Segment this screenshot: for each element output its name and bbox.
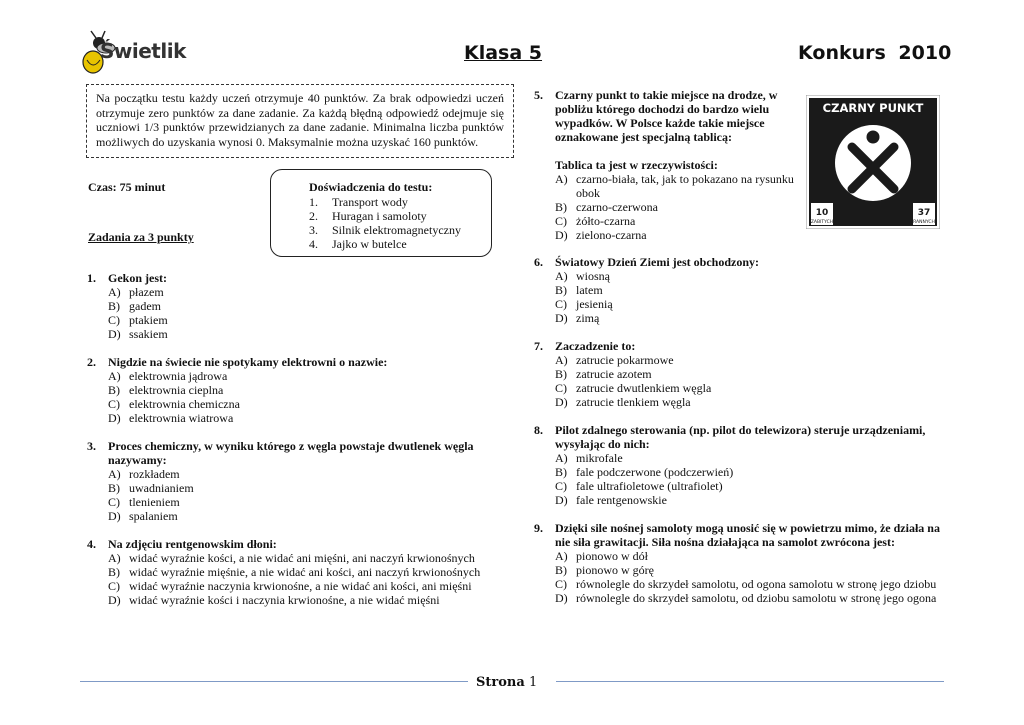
experiment-text: Huragan i samoloty bbox=[332, 209, 427, 223]
answer-option bbox=[534, 228, 794, 242]
answer-option bbox=[87, 509, 507, 523]
answer-text: równolegle do skrzydeł samolotu, od dziobu samolotu w stronę jego ogona bbox=[576, 591, 937, 605]
answer-text: ssakiem bbox=[129, 327, 168, 341]
experiments-title: Doświadczenia do testu: bbox=[309, 180, 433, 194]
answer-option bbox=[534, 549, 944, 563]
answer-option bbox=[87, 467, 507, 481]
answer-option bbox=[87, 327, 507, 341]
answer-letter: D) bbox=[108, 327, 121, 341]
answer-option bbox=[87, 551, 507, 565]
answer-option bbox=[87, 369, 507, 383]
experiment-text: Jajko w butelce bbox=[332, 237, 407, 251]
answer-letter: B) bbox=[108, 481, 120, 495]
question-9 bbox=[534, 521, 944, 605]
answer-option bbox=[87, 285, 507, 299]
answer-option bbox=[534, 563, 944, 577]
question-text: Nigdzie na świecie nie spotykamy elektrowni o nazwie: bbox=[108, 355, 388, 369]
question-4 bbox=[87, 537, 507, 607]
answer-text: czarno-biała, tak, jak to pokazano na rysunku obok bbox=[576, 172, 794, 200]
question-head bbox=[534, 423, 944, 451]
answer-text: zatrucie tlenkiem węgla bbox=[576, 395, 691, 409]
question-number: 3. bbox=[87, 439, 96, 453]
answer-option bbox=[534, 214, 794, 228]
answer-letter: C) bbox=[555, 577, 567, 591]
answer-letter: D) bbox=[555, 591, 568, 605]
rules-box: Na początku testu każdy uczeń otrzymuje 40 punktów. Za brak odpowiedzi uczeń otrzymuje zero punktów za dane zadanie. Za każdą błędną odpowiedź odejmuje się uczniowi 1/3 punktów przewidzianych za dane zadanie. Minimalna liczba punktów możliwych do uzyskania wynosi 0. Maksymalnie można uzyskać 160 punktów. bbox=[86, 84, 514, 158]
black-spot-sign bbox=[806, 95, 940, 229]
answer-option bbox=[534, 381, 944, 395]
question-head bbox=[534, 339, 944, 353]
question-text: Pilot zdalnego sterowania (np. pilot do telewizora) steruje urządzeniami, wysyłając do nich: bbox=[555, 423, 926, 451]
answer-letter: A) bbox=[108, 369, 121, 383]
questions-left bbox=[87, 271, 507, 621]
question-number: 1. bbox=[87, 271, 96, 285]
answer-text: widać wyraźnie kości, a nie widać ani mięśni, ani naczyń krwionośnych bbox=[129, 551, 475, 565]
answer-option bbox=[534, 591, 944, 605]
experiment-item bbox=[309, 209, 477, 223]
answer-letter: A) bbox=[555, 451, 568, 465]
answer-text: zatrucie pokarmowe bbox=[576, 353, 674, 367]
question-text: Dzięki sile nośnej samoloty mogą unosić się w powietrzu mimo, że działa na nie siła grawitacji. Siła nośna działająca na samolot zwrócona jest: bbox=[555, 521, 940, 549]
answer-text: płazem bbox=[129, 285, 164, 299]
question-text: Na zdjęciu rentgenowskim dłoni: bbox=[108, 537, 277, 551]
answer-text: rozkładem bbox=[129, 467, 180, 481]
answer-text: żółto-czarna bbox=[576, 214, 636, 228]
question-6 bbox=[534, 255, 944, 325]
answer-letter: A) bbox=[108, 467, 121, 481]
question-1 bbox=[87, 271, 507, 341]
answer-option bbox=[534, 395, 944, 409]
answer-letter: C) bbox=[555, 214, 567, 228]
footer-divider-right bbox=[556, 681, 944, 682]
answer-option bbox=[87, 565, 507, 579]
answer-text: widać wyraźnie naczynia krwionośne, a nie widać ani kości, ani mięśni bbox=[129, 579, 472, 593]
answer-text: fale rentgenowskie bbox=[576, 493, 667, 507]
answer-text: elektrownia wiatrowa bbox=[129, 411, 234, 425]
sign-left-num: 10 bbox=[815, 208, 829, 218]
question-text: Gekon jest: bbox=[108, 271, 167, 285]
question-number: 8. bbox=[534, 423, 543, 437]
sign-right-num: 37 bbox=[917, 208, 931, 218]
answer-letter: B) bbox=[555, 200, 567, 214]
answer-text: uwadnianiem bbox=[129, 481, 194, 495]
answer-option bbox=[534, 172, 794, 200]
answer-letter: B) bbox=[108, 383, 120, 397]
contest-title: Konkurs 2010 bbox=[798, 42, 952, 64]
section-label: Zadania za 3 punkty bbox=[88, 230, 194, 244]
question-number: 4. bbox=[87, 537, 96, 551]
answer-text: fale podczerwone (podczerwień) bbox=[576, 465, 734, 479]
experiment-text: Silnik elektromagnetyczny bbox=[332, 223, 461, 237]
answer-text: zielono-czarna bbox=[576, 228, 647, 242]
question-text: Światowy Dzień Ziemi jest obchodzony: bbox=[555, 255, 759, 269]
sign-right-label: RANNYCH bbox=[913, 220, 935, 225]
answer-letter: A) bbox=[555, 549, 568, 563]
answer-option bbox=[534, 353, 944, 367]
answer-letter: C) bbox=[108, 397, 120, 411]
question-head: 5. Czarny punkt to takie miejsce na drodze, w pobliżu którego dochodzi do bardzo wielu wypadków. W Polsce każde takie miejsce oznakowane jest specjalną tablicą: bbox=[534, 88, 794, 144]
answer-text: elektrownia jądrowa bbox=[129, 369, 228, 383]
question-3 bbox=[87, 439, 507, 523]
answer-letter: C) bbox=[108, 579, 120, 593]
answer-letter: B) bbox=[555, 283, 567, 297]
question-7 bbox=[534, 339, 944, 409]
answer-text: pionowo w dół bbox=[576, 549, 648, 563]
question-number: 2. bbox=[87, 355, 96, 369]
answer-letter: C) bbox=[108, 495, 120, 509]
answer-option bbox=[534, 297, 944, 311]
question-2 bbox=[87, 355, 507, 425]
answer-option bbox=[534, 479, 944, 493]
sign-left-label: ZABITYCH bbox=[810, 220, 834, 225]
answer-option bbox=[534, 465, 944, 479]
answer-letter: D) bbox=[555, 228, 568, 242]
question-head bbox=[87, 537, 507, 551]
answer-text: ptakiem bbox=[129, 313, 168, 327]
answer-text: widać wyraźnie mięśnie, a nie widać ani kości, ani naczyń krwionośnych bbox=[129, 565, 481, 579]
answer-letter: D) bbox=[108, 509, 121, 523]
answer-letter: B) bbox=[555, 563, 567, 577]
answer-letter: A) bbox=[555, 172, 568, 186]
answer-option bbox=[534, 269, 944, 283]
question-head bbox=[534, 255, 944, 269]
answer-option bbox=[534, 311, 944, 325]
answer-text: elektrownia chemiczna bbox=[129, 397, 240, 411]
answer-letter: C) bbox=[555, 479, 567, 493]
question-number: 9. bbox=[534, 521, 543, 535]
experiment-item bbox=[309, 237, 477, 251]
answer-option bbox=[87, 383, 507, 397]
question-text: Proces chemiczny, w wyniku którego z węgla powstaje dwutlenek węgla nazywamy: bbox=[108, 439, 474, 467]
answer-letter: A) bbox=[108, 551, 121, 565]
experiment-number: 1. bbox=[309, 195, 318, 209]
question-subhead: Tablica ta jest w rzeczywistości: bbox=[555, 158, 718, 172]
footer-divider-left bbox=[80, 681, 468, 682]
answer-option bbox=[87, 481, 507, 495]
answer-letter: A) bbox=[555, 269, 568, 283]
experiment-item bbox=[309, 195, 477, 209]
answer-text: widać wyraźnie kości i naczynia krwionośne, a nie widać mięśni bbox=[129, 593, 440, 607]
answer-option bbox=[534, 493, 944, 507]
answer-option bbox=[87, 579, 507, 593]
answer-text: wiosną bbox=[576, 269, 610, 283]
answer-text: elektrownia cieplna bbox=[129, 383, 224, 397]
answer-letter: A) bbox=[108, 285, 121, 299]
question-5 bbox=[534, 88, 794, 242]
answer-letter: B) bbox=[555, 465, 567, 479]
experiment-item bbox=[309, 223, 477, 237]
question-text: Czarny punkt to takie miejsce na drodze, w pobliżu którego dochodzi do bardzo wielu wypadków. W Polsce każde takie miejsce oznakowane jest specjalną tablicą: bbox=[555, 88, 778, 144]
answer-option bbox=[87, 397, 507, 411]
answer-text: jesienią bbox=[576, 297, 613, 311]
answer-text: mikrofale bbox=[576, 451, 623, 465]
experiment-number: 4. bbox=[309, 237, 318, 251]
question-8 bbox=[534, 423, 944, 507]
answer-option bbox=[87, 593, 507, 607]
answer-text: tlenieniem bbox=[129, 495, 180, 509]
answer-text: fale ultrafioletowe (ultrafiolet) bbox=[576, 479, 723, 493]
question-head bbox=[87, 271, 507, 285]
experiment-number: 3. bbox=[309, 223, 318, 237]
answer-letter: D) bbox=[555, 395, 568, 409]
answer-option bbox=[87, 299, 507, 313]
answer-option bbox=[534, 283, 944, 297]
answer-option bbox=[534, 200, 794, 214]
answer-letter: D) bbox=[108, 411, 121, 425]
answer-letter: D) bbox=[555, 493, 568, 507]
answer-text: gadem bbox=[129, 299, 161, 313]
question-head bbox=[534, 521, 944, 549]
logo-text: Świetlik bbox=[100, 39, 186, 63]
answer-option bbox=[87, 495, 507, 509]
answer-text: pionowo w górę bbox=[576, 563, 654, 577]
answer-letter: C) bbox=[555, 381, 567, 395]
question-number: 7. bbox=[534, 339, 543, 353]
page-number: Strona 1 bbox=[476, 675, 538, 690]
answer-option bbox=[534, 367, 944, 381]
question-head bbox=[87, 355, 507, 369]
answer-option bbox=[534, 451, 944, 465]
answer-text: spalaniem bbox=[129, 509, 178, 523]
answer-letter: D) bbox=[555, 311, 568, 325]
answer-text: czarno-czerwona bbox=[576, 200, 658, 214]
sign-title: CZARNY PUNKT bbox=[822, 101, 924, 115]
answer-option bbox=[87, 313, 507, 327]
answer-letter: D) bbox=[108, 593, 121, 607]
answer-letter: B) bbox=[108, 299, 120, 313]
answer-text: zatrucie azotem bbox=[576, 367, 652, 381]
class-title: Klasa 5 bbox=[464, 42, 543, 64]
question-text: Zaczadzenie to: bbox=[555, 339, 636, 353]
answer-letter: A) bbox=[555, 353, 568, 367]
experiment-number: 2. bbox=[309, 209, 318, 223]
answer-option bbox=[87, 411, 507, 425]
answer-letter: B) bbox=[108, 565, 120, 579]
experiment-text: Transport wody bbox=[332, 195, 408, 209]
answer-text: zatrucie dwutlenkiem węgla bbox=[576, 381, 712, 395]
answer-text: równolegle do skrzydeł samolotu, od ogona samolotu w stronę jego dziobu bbox=[576, 577, 937, 591]
answer-text: latem bbox=[576, 283, 603, 297]
time-label: Czas: 75 minut bbox=[88, 180, 166, 194]
answer-letter: B) bbox=[555, 367, 567, 381]
answer-letter: C) bbox=[108, 313, 120, 327]
answer-text: zimą bbox=[576, 311, 600, 325]
question-head bbox=[87, 439, 507, 467]
logo bbox=[82, 30, 192, 76]
questions-right bbox=[534, 255, 944, 619]
question-number: 6. bbox=[534, 255, 543, 269]
answer-option bbox=[534, 577, 944, 591]
experiments-box bbox=[270, 169, 492, 257]
answer-letter: C) bbox=[555, 297, 567, 311]
